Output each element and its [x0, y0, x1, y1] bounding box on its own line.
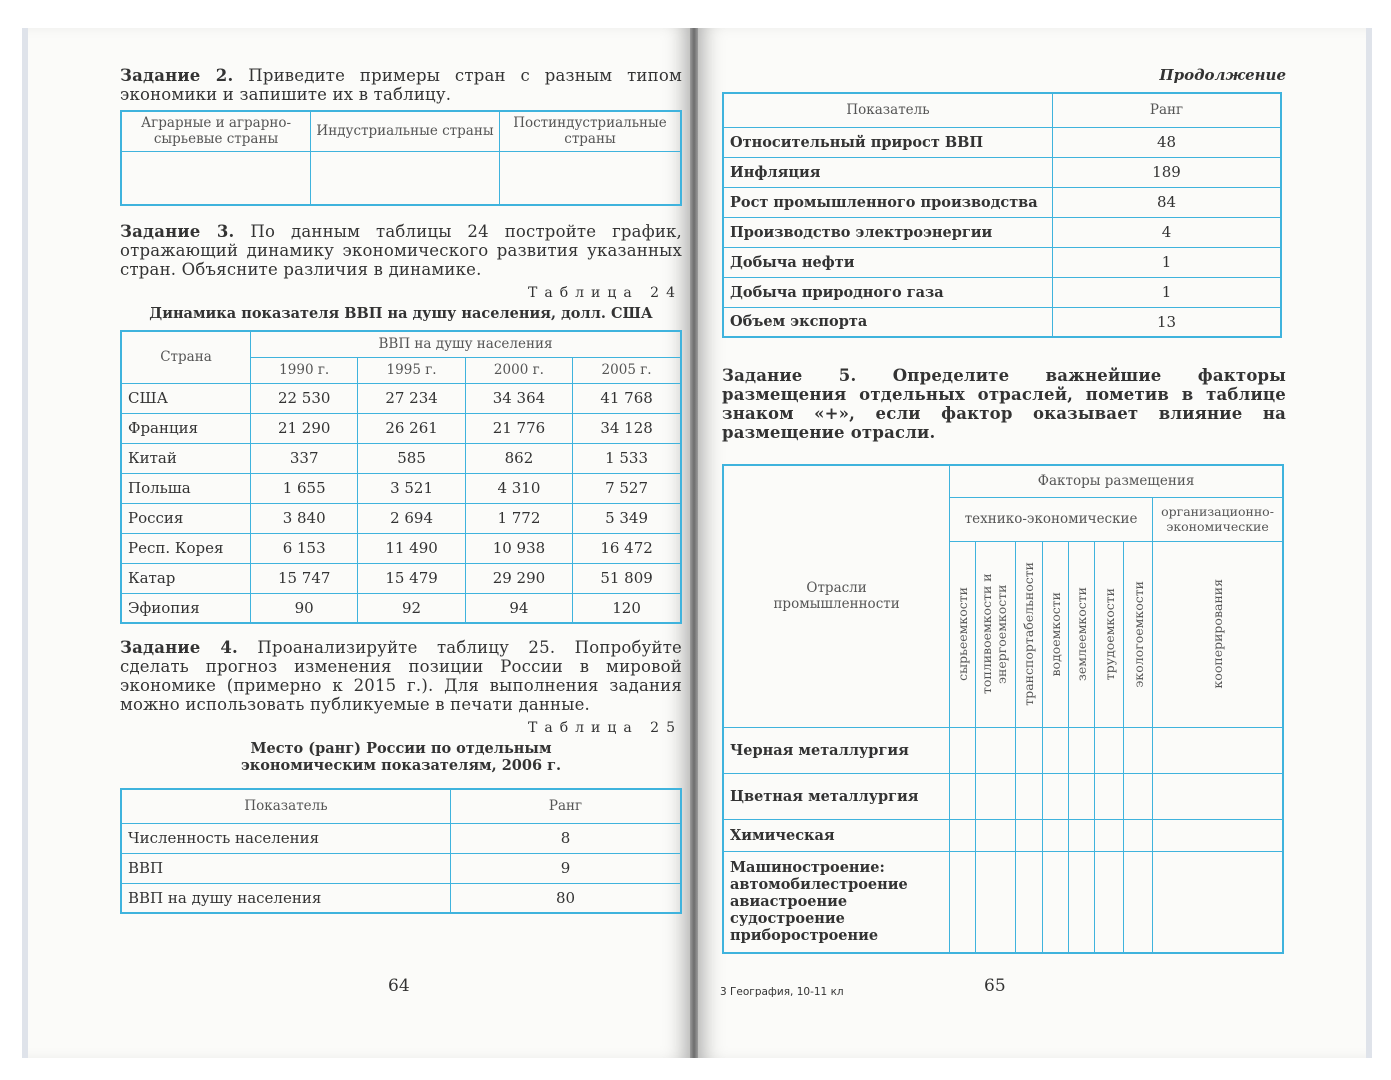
country-cell: США — [121, 383, 251, 413]
rank-cell: 189 — [1053, 157, 1282, 187]
factor-label: топливоемкости и энергоемкости — [979, 573, 1010, 695]
factor-header — [1095, 541, 1124, 727]
value-cell: 2 694 — [358, 503, 465, 533]
mark-cell[interactable] — [1095, 851, 1124, 953]
indicator-cell: Добыча нефти — [723, 247, 1053, 277]
value-cell: 1 533 — [573, 443, 681, 473]
value-cell: 94 — [465, 593, 572, 623]
value-cell: 92 — [358, 593, 465, 623]
table-row — [121, 383, 681, 413]
table-25-continued — [722, 92, 1282, 338]
task-2-text: Приведите примеры стран с разным типом экономики и запишите их в таблицу. — [120, 66, 682, 104]
mark-cell[interactable] — [976, 773, 1015, 819]
factors-table — [722, 464, 1284, 954]
table-row — [121, 883, 681, 913]
task-5-label: Задание 5. — [722, 366, 857, 385]
country-cell: Эфиопия — [121, 593, 251, 623]
mark-cell[interactable] — [1015, 727, 1043, 773]
mark-cell[interactable] — [1095, 727, 1124, 773]
table-25 — [120, 788, 682, 914]
task-3-text: По данным таблицы 24 постройте график, отражающий динамику экономического развития указанных стран. Объясните различия в динамике. — [120, 222, 682, 279]
mark-cell[interactable] — [950, 819, 976, 851]
industry-cell: Химическая — [723, 819, 950, 851]
table-row — [723, 217, 1281, 247]
value-cell: 3 521 — [358, 473, 465, 503]
mark-cell[interactable] — [1015, 851, 1043, 953]
value-cell: 337 — [251, 443, 358, 473]
task-5-text: Определите важнейшие факторы размещения отдельных отраслей, пометив в таблице знаком «+», если фактор оказывает влияние на размещение отрасли. — [722, 366, 1286, 442]
col-industry: Отрасли промышленности — [723, 465, 950, 727]
value-cell: 3 840 — [251, 503, 358, 533]
factor-label: сырьеемкости — [955, 587, 971, 681]
indicator-cell: ВВП на душу населения — [121, 883, 451, 913]
factor-label: кооперирования — [1210, 579, 1226, 689]
value-cell: 1 772 — [465, 503, 572, 533]
table-row — [723, 187, 1281, 217]
mark-cell[interactable] — [1069, 819, 1095, 851]
value-cell: 51 809 — [573, 563, 681, 593]
value-cell: 1 655 — [251, 473, 358, 503]
col-gdp-group: ВВП на душу населения — [251, 331, 682, 357]
table-row — [723, 157, 1281, 187]
factor-header — [976, 541, 1015, 727]
header-industrial: Индустриальные страны — [311, 111, 500, 151]
col-indicator: Показатель — [121, 789, 451, 823]
factor-header — [1124, 541, 1153, 727]
table-row — [723, 307, 1281, 337]
rank-cell: 13 — [1053, 307, 1282, 337]
mark-cell[interactable] — [1124, 773, 1153, 819]
mark-cell[interactable] — [1069, 851, 1095, 953]
mark-cell[interactable] — [1043, 851, 1069, 953]
value-cell: 6 153 — [251, 533, 358, 563]
answer-cell-industrial[interactable] — [311, 151, 500, 205]
table-25-title: Место (ранг) России по отдельным экономическим показателям, 2006 г. — [240, 740, 562, 774]
factor-header — [1043, 541, 1069, 727]
answer-cell-agrarian[interactable] — [121, 151, 311, 205]
table-row — [121, 853, 681, 883]
col-rank: Ранг — [1053, 93, 1282, 127]
col-rank: Ранг — [451, 789, 682, 823]
factor-header — [950, 541, 976, 727]
table-row — [121, 413, 681, 443]
col-tech-economic: технико-экономические — [950, 497, 1153, 541]
mark-cell[interactable] — [1124, 851, 1153, 953]
indicator-cell: Рост промышленного производства — [723, 187, 1053, 217]
industry-cell: Черная металлургия — [723, 727, 950, 773]
task-2-label: Задание 2. — [120, 66, 234, 85]
factor-label: экологоемкости — [1130, 580, 1146, 688]
value-cell: 34 364 — [465, 383, 572, 413]
col-factors-group: Факторы размещения — [950, 465, 1283, 497]
answer-cell-postindustrial[interactable] — [500, 151, 682, 205]
value-cell: 862 — [465, 443, 572, 473]
value-cell: 15 747 — [251, 563, 358, 593]
continuation-label: Продолжение — [1159, 66, 1286, 84]
mark-cell[interactable] — [1043, 773, 1069, 819]
value-cell: 11 490 — [358, 533, 465, 563]
value-cell: 7 527 — [573, 473, 681, 503]
table-row — [121, 473, 681, 503]
mark-cell[interactable] — [976, 727, 1015, 773]
mark-cell[interactable] — [1069, 727, 1095, 773]
indicator-cell: Добыча природного газа — [723, 277, 1053, 307]
mark-cell[interactable] — [950, 851, 976, 953]
task-2 — [120, 66, 682, 104]
mark-cell[interactable] — [1043, 727, 1069, 773]
mark-cell[interactable] — [1069, 773, 1095, 819]
value-cell: 34 128 — [573, 413, 681, 443]
value-cell: 90 — [251, 593, 358, 623]
task-3-label: Задание 3. — [120, 222, 235, 241]
rank-cell: 80 — [451, 883, 682, 913]
rank-cell: 1 — [1053, 277, 1282, 307]
table-row — [723, 277, 1281, 307]
value-cell: 585 — [358, 443, 465, 473]
col-year: 2005 г. — [573, 357, 681, 383]
industry-cell: Машиностроение: автомобилестроение авиастроение судостроение приборостроение — [723, 851, 950, 953]
page-left — [22, 28, 690, 1058]
country-cell: Россия — [121, 503, 251, 533]
table-25-label: Таблица 25 — [528, 720, 682, 736]
task-4 — [120, 638, 682, 714]
factor-header — [1015, 541, 1043, 727]
col-year: 1990 г. — [251, 357, 358, 383]
mark-cell[interactable] — [976, 851, 1015, 953]
open-book — [22, 28, 1372, 1058]
col-org-economic: организационно-экономические — [1153, 497, 1283, 541]
industry-cell: Цветная металлургия — [723, 773, 950, 819]
mark-cell[interactable] — [1153, 819, 1283, 851]
table-row — [121, 443, 681, 473]
factor-label: трудоемкости — [1101, 587, 1117, 681]
mark-cell[interactable] — [1095, 819, 1124, 851]
indicator-cell: Производство электроэнергии — [723, 217, 1053, 247]
task-3 — [120, 222, 682, 279]
rank-cell: 84 — [1053, 187, 1282, 217]
table-row — [723, 819, 1283, 851]
task-5 — [722, 366, 1286, 442]
value-cell: 5 349 — [573, 503, 681, 533]
value-cell: 21 290 — [251, 413, 358, 443]
value-cell: 41 768 — [573, 383, 681, 413]
mark-cell[interactable] — [950, 773, 976, 819]
value-cell: 120 — [573, 593, 681, 623]
col-indicator: Показатель — [723, 93, 1053, 127]
value-cell: 21 776 — [465, 413, 572, 443]
rank-cell: 1 — [1053, 247, 1282, 277]
mark-cell[interactable] — [1015, 819, 1043, 851]
col-country: Страна — [121, 331, 251, 383]
country-cell: Франция — [121, 413, 251, 443]
mark-cell[interactable] — [1153, 727, 1283, 773]
mark-cell[interactable] — [1124, 727, 1153, 773]
factor-header — [1069, 541, 1095, 727]
table-row — [121, 563, 681, 593]
task-2-table — [120, 110, 682, 206]
indicator-cell: ВВП — [121, 853, 451, 883]
page-right — [698, 28, 1372, 1058]
col-year: 2000 г. — [465, 357, 572, 383]
mark-cell[interactable] — [1124, 819, 1153, 851]
value-cell: 15 479 — [358, 563, 465, 593]
mark-cell[interactable] — [1153, 851, 1283, 953]
table-24 — [120, 330, 682, 624]
value-cell: 26 261 — [358, 413, 465, 443]
rank-cell: 8 — [451, 823, 682, 853]
page-number-right: 65 — [984, 976, 1006, 996]
mark-cell[interactable] — [1043, 819, 1069, 851]
factor-label: транспортабельности — [1021, 562, 1037, 706]
mark-cell[interactable] — [950, 727, 976, 773]
indicator-cell: Объем экспорта — [723, 307, 1053, 337]
header-postindustrial: Постиндустриальные страны — [500, 111, 682, 151]
factor-label: водоемкости — [1048, 591, 1064, 677]
table-24-label: Таблица 24 — [528, 285, 682, 301]
country-cell: Польша — [121, 473, 251, 503]
header-agrarian: Аграрные и аграрно-сырьевые страны — [121, 111, 311, 151]
mark-cell[interactable] — [976, 819, 1015, 851]
rank-cell: 48 — [1053, 127, 1282, 157]
task-4-label: Задание 4. — [120, 638, 238, 657]
value-cell: 10 938 — [465, 533, 572, 563]
factor-label: землеемкости — [1074, 587, 1090, 681]
page-footer: 3 География, 10-11 кл — [720, 986, 844, 998]
value-cell: 29 290 — [465, 563, 572, 593]
mark-cell[interactable] — [1095, 773, 1124, 819]
table-row — [723, 127, 1281, 157]
rank-cell: 9 — [451, 853, 682, 883]
table-row — [121, 593, 681, 623]
value-cell: 27 234 — [358, 383, 465, 413]
table-row — [723, 247, 1281, 277]
table-24-title: Динамика показателя ВВП на душу населения, долл. США — [149, 305, 653, 322]
table-row — [723, 773, 1283, 819]
indicator-cell: Относительный прирост ВВП — [723, 127, 1053, 157]
country-cell: Китай — [121, 443, 251, 473]
table-row — [723, 727, 1283, 773]
indicator-cell: Инфляция — [723, 157, 1053, 187]
value-cell: 22 530 — [251, 383, 358, 413]
mark-cell[interactable] — [1153, 773, 1283, 819]
rank-cell: 4 — [1053, 217, 1282, 247]
table-row — [121, 533, 681, 563]
indicator-cell: Численность населения — [121, 823, 451, 853]
table-row — [121, 823, 681, 853]
table-row — [723, 851, 1283, 953]
factor-header — [1153, 541, 1283, 727]
country-cell: Катар — [121, 563, 251, 593]
mark-cell[interactable] — [1015, 773, 1043, 819]
task-4-text: Проанализируйте таблицу 25. Попробуйте сделать прогноз изменения позиции России в мировой экономике (примерно к 2015 г.). Для выполнения задания можно использовать публикуемые в печати данные. — [120, 638, 682, 714]
col-year: 1995 г. — [358, 357, 465, 383]
table-row — [121, 503, 681, 533]
value-cell: 4 310 — [465, 473, 572, 503]
country-cell: Респ. Корея — [121, 533, 251, 563]
page-number-left: 64 — [388, 976, 410, 996]
value-cell: 16 472 — [573, 533, 681, 563]
